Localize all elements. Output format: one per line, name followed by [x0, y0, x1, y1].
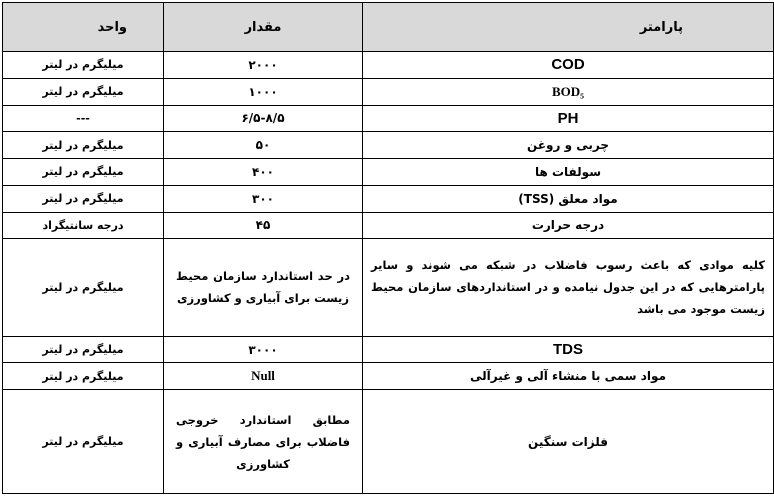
table-row	[3, 212, 774, 239]
unit-cell: میلیگرم در لیتر	[3, 52, 164, 79]
unit-cell: میلیگرم در لیتر	[3, 390, 164, 494]
parameter-cell: کلیه موادی که باعث رسوب فاضلاب در شبکه می شوند و سایر پارامترهایی که در این جدول نیامده و در استانداردهای سازمان محیط زیست موجود می باشد	[363, 239, 774, 336]
table-row	[3, 239, 774, 336]
header-amount: مقدار	[164, 3, 363, 52]
table-row	[3, 390, 774, 494]
table-row	[3, 363, 774, 390]
amount-cell: ۱۰۰۰	[164, 78, 363, 105]
amount-cell: ۳۰۰	[164, 185, 363, 212]
amount-cell: ۵۰	[164, 132, 363, 159]
unit-cell: درجه سانتیگراد	[3, 212, 164, 239]
unit-cell: ---	[3, 105, 164, 132]
parameter-cell: مواد سمی با منشاء آلی و غیرآلی	[363, 363, 774, 390]
unit-cell: میلیگرم در لیتر	[3, 159, 164, 186]
parameter-cell: BOD₅	[363, 78, 774, 105]
header-unit: واحد	[3, 3, 164, 52]
table-row	[3, 159, 774, 186]
table-row	[3, 105, 774, 132]
header-row	[3, 3, 774, 52]
parameter-cell: سولفات ها	[363, 159, 774, 186]
amount-cell: ۳۰۰۰	[164, 336, 363, 363]
parameter-cell: چربی و روغن	[363, 132, 774, 159]
unit-cell: میلیگرم در لیتر	[3, 132, 164, 159]
unit-cell: میلیگرم در لیتر	[3, 185, 164, 212]
amount-cell: ۲۰۰۰	[164, 52, 363, 79]
amount-cell: Null	[164, 363, 363, 390]
unit-cell: میلیگرم در لیتر	[3, 78, 164, 105]
amount-cell: ۴۰۰	[164, 159, 363, 186]
parameters-table	[2, 2, 774, 494]
header-parameter: پارامتر	[363, 3, 774, 52]
amount-cell: مطابق استاندارد خروجی فاضلاب برای مصارف آبیاری و کشاورزی	[164, 390, 363, 494]
unit-cell: میلیگرم در لیتر	[3, 363, 164, 390]
table-row	[3, 52, 774, 79]
parameter-cell: TDS	[363, 336, 774, 363]
unit-cell: میلیگرم در لیتر	[3, 239, 164, 336]
table-row	[3, 78, 774, 105]
amount-cell: در حد استاندارد سازمان محیط زیست برای آبیاری و کشاورزی	[164, 239, 363, 336]
parameter-cell: درجه حرارت	[363, 212, 774, 239]
parameter-cell: فلزات سنگین	[363, 390, 774, 494]
amount-cell: ۴۵	[164, 212, 363, 239]
table-row	[3, 185, 774, 212]
table-row	[3, 336, 774, 363]
parameter-cell: COD	[363, 52, 774, 79]
amount-cell: ۶/۵-۸/۵	[164, 105, 363, 132]
parameter-cell: PH	[363, 105, 774, 132]
parameter-cell: مواد معلق (TSS)	[363, 185, 774, 212]
unit-cell: میلیگرم در لیتر	[3, 336, 164, 363]
table-row	[3, 132, 774, 159]
